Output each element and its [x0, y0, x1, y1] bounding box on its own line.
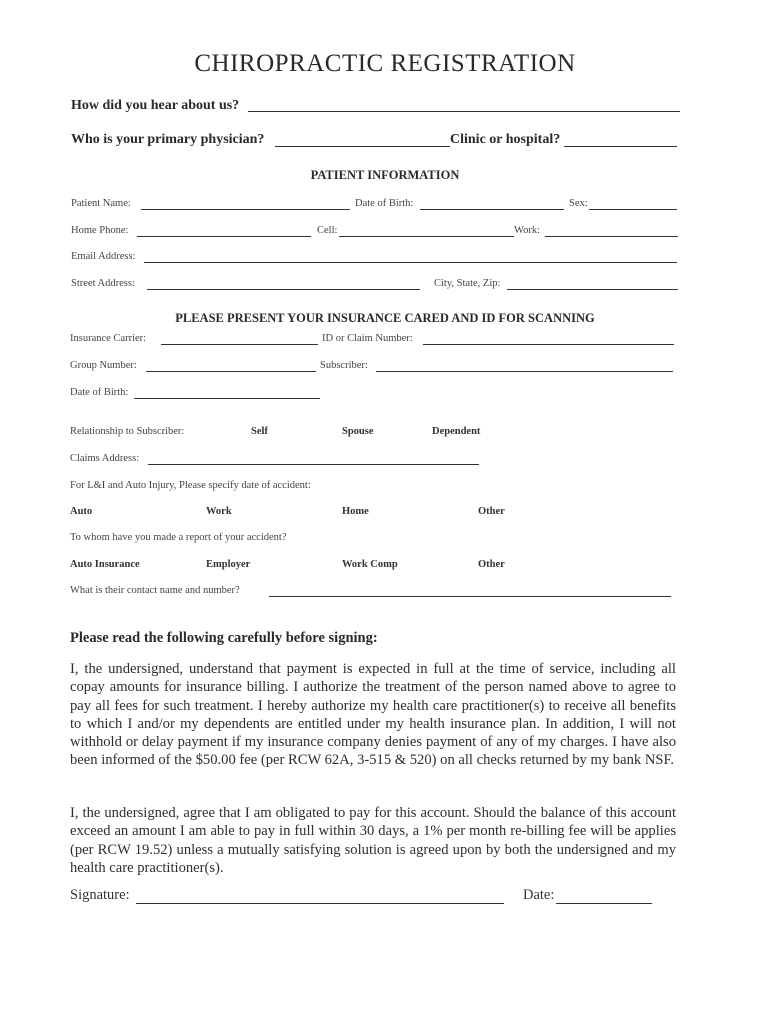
clinic-field[interactable]: [564, 146, 677, 147]
dob-label: Date of Birth:: [355, 198, 414, 209]
date-field[interactable]: [556, 903, 652, 904]
email-field[interactable]: [144, 262, 677, 263]
obligation-paragraph: I, the undersigned, agree that I am obligated to pay for this account. Should the balance of this account exceed an amount I am able to pay in full within 30 days, a 1% per month re-billing fee will be applies (per RCW 19.52) unless a mutually satisfying solution is agreed upon by both the undersigned and my health care practitioner(s).: [70, 805, 676, 876]
contact-field[interactable]: [269, 596, 671, 597]
cell-label: Cell:: [317, 225, 338, 236]
report-question-label: To whom have you made a report of your accident?: [70, 532, 287, 543]
relationship-dependent-option[interactable]: Dependent: [432, 426, 481, 437]
report-other-option[interactable]: Other: [478, 559, 505, 570]
patient-name-label: Patient Name:: [71, 198, 131, 209]
signature-label: Signature:: [70, 887, 130, 903]
street-address-label: Street Address:: [71, 278, 135, 289]
patient-info-heading: PATIENT INFORMATION: [310, 168, 460, 182]
claim-number-field[interactable]: [423, 344, 674, 345]
dob-field[interactable]: [420, 209, 564, 210]
accident-auto-option[interactable]: Auto: [70, 506, 93, 517]
sex-field[interactable]: [589, 209, 677, 210]
sex-label: Sex:: [569, 198, 588, 209]
claims-address-field[interactable]: [148, 464, 479, 465]
read-carefully-heading: Please read the following carefully before signing:: [70, 630, 378, 646]
insurance-carrier-label: Insurance Carrier:: [70, 333, 147, 344]
relationship-spouse-option[interactable]: Spouse: [342, 426, 374, 437]
report-auto-insurance-option[interactable]: Auto Insurance: [70, 559, 140, 570]
primary-physician-label: Who is your primary physician?: [71, 132, 265, 147]
claim-number-label: ID or Claim Number:: [322, 333, 413, 344]
insurance-carrier-field[interactable]: [161, 344, 318, 345]
subscriber-label: Subscriber:: [320, 360, 368, 371]
date-label: Date:: [523, 887, 555, 903]
payment-terms-paragraph: I, the undersigned, understand that payment is expected in full at the time of service, including all copay amounts for insurance billing. I authorize the treatment of the person named above to agree to pay all fees for such treatment. I hereby authorize my health care practitioner(s) to receive all benefits to which I and/or my dependents are entitled under my health insurance plan. In addition, I will not withhold or delay payment if my insurance company denies payment of any of my charges. I have also been informed of the $50.00 fee (per RCW 62A, 3-515 & 520) on all checks returned by my bank NSF.: [70, 661, 676, 769]
subscriber-dob-field[interactable]: [134, 398, 320, 399]
contact-label: What is their contact name and number?: [70, 585, 240, 596]
subscriber-dob-label: Date of Birth:: [70, 387, 129, 398]
street-address-field[interactable]: [147, 289, 420, 290]
report-work-comp-option[interactable]: Work Comp: [342, 559, 398, 570]
accident-other-option[interactable]: Other: [478, 506, 505, 517]
accident-home-option[interactable]: Home: [342, 506, 369, 517]
insurance-heading: PLEASE PRESENT YOUR INSURANCE CARED AND ID FOR SCANNING: [175, 311, 595, 325]
work-phone-label: Work:: [514, 225, 540, 236]
subscriber-field[interactable]: [376, 371, 673, 372]
city-state-zip-field[interactable]: [507, 289, 678, 290]
email-label: Email Address:: [71, 251, 136, 262]
cell-field[interactable]: [339, 236, 514, 237]
accident-work-option[interactable]: Work: [206, 506, 232, 517]
claims-address-label: Claims Address:: [70, 453, 140, 464]
city-state-zip-label: City, State, Zip:: [434, 278, 501, 289]
group-number-field[interactable]: [146, 371, 316, 372]
relationship-label: Relationship to Subscriber:: [70, 426, 185, 437]
hear-about-field[interactable]: [248, 111, 680, 112]
report-employer-option[interactable]: Employer: [206, 559, 251, 570]
clinic-label: Clinic or hospital?: [450, 132, 561, 147]
accident-date-label: For L&I and Auto Injury, Please specify date of accident:: [70, 480, 311, 491]
patient-name-field[interactable]: [141, 209, 350, 210]
signature-field[interactable]: [136, 903, 504, 904]
group-number-label: Group Number:: [70, 360, 137, 371]
home-phone-field[interactable]: [137, 236, 311, 237]
primary-physician-field[interactable]: [275, 146, 450, 147]
home-phone-label: Home Phone:: [71, 225, 129, 236]
hear-about-label: How did you hear about us?: [71, 98, 240, 113]
page-title: CHIROPRACTIC REGISTRATION: [194, 50, 576, 77]
work-phone-field[interactable]: [545, 236, 678, 237]
relationship-self-option[interactable]: Self: [251, 426, 268, 437]
